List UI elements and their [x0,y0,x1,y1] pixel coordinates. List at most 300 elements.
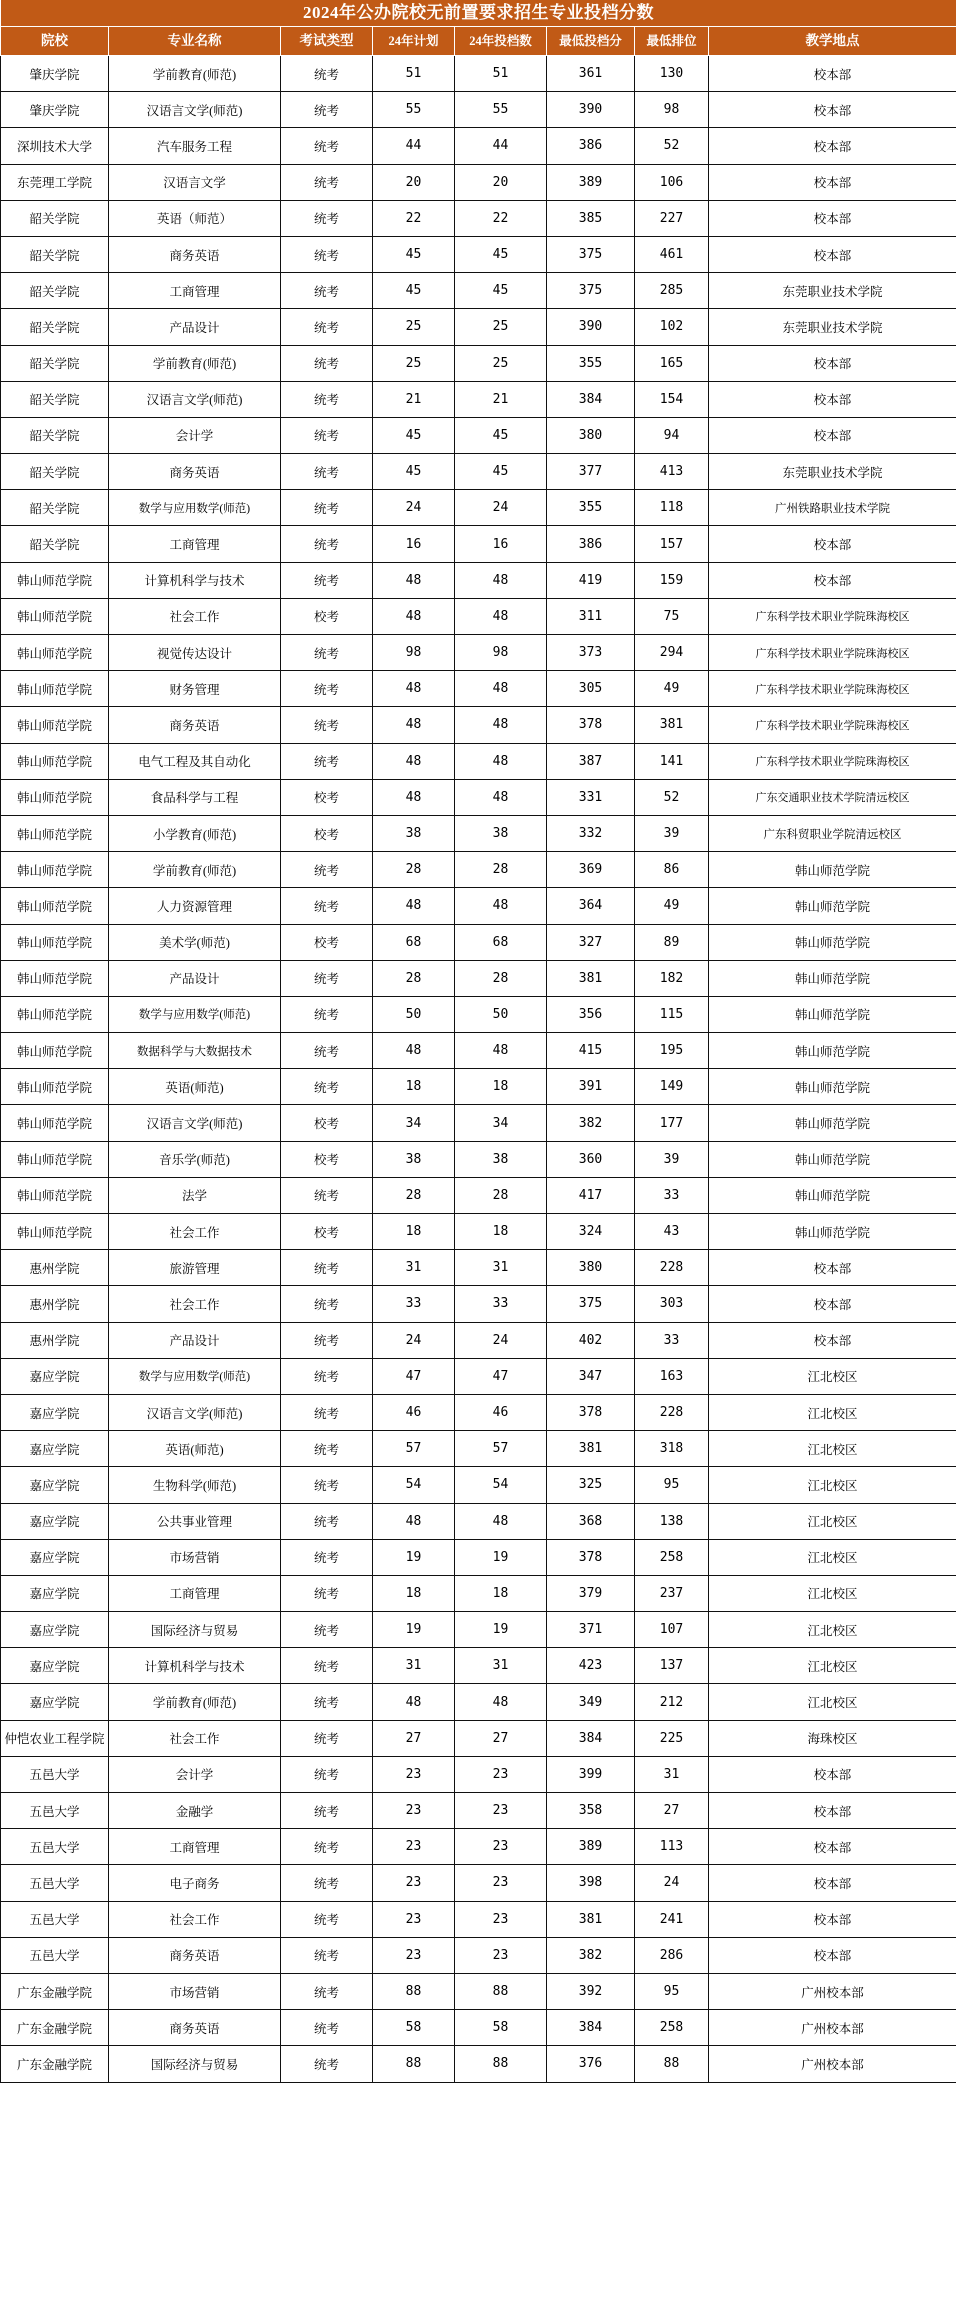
table-row[interactable] [1,1214,956,1250]
table-row[interactable] [1,960,956,996]
cell-admitted-2024: 55 [455,92,547,128]
cell-min-rank: 159 [635,562,709,598]
cell-min-score: 384 [547,381,635,417]
cell-exam-type: 统考 [281,1394,373,1430]
cell-min-rank: 149 [635,1069,709,1105]
cell-min-score: 385 [547,200,635,236]
cell-min-rank: 49 [635,888,709,924]
cell-plan-2024: 44 [373,128,455,164]
cell-min-rank: 52 [635,779,709,815]
cell-major: 工商管理 [109,273,281,309]
cell-school: 韶关学院 [1,309,109,345]
cell-school: 五邑大学 [1,1937,109,1973]
table-row[interactable] [1,1467,956,1503]
table-row[interactable] [1,200,956,236]
cell-campus: 广东科贸职业学院清远校区 [709,815,956,851]
cell-campus: 广州铁路职业技术学院 [709,490,956,526]
cell-admitted-2024: 57 [455,1431,547,1467]
cell-admitted-2024: 48 [455,562,547,598]
cell-plan-2024: 28 [373,960,455,996]
table-row[interactable] [1,490,956,526]
table-row[interactable] [1,273,956,309]
cell-min-score: 378 [547,707,635,743]
cell-min-rank: 27 [635,1793,709,1829]
cell-school: 韶关学院 [1,345,109,381]
cell-school: 肇庆学院 [1,56,109,92]
cell-plan-2024: 23 [373,1756,455,1792]
cell-min-rank: 95 [635,1467,709,1503]
cell-min-score: 415 [547,1033,635,1069]
cell-campus: 韩山师范学院 [709,1141,956,1177]
table-row[interactable] [1,309,956,345]
cell-min-rank: 294 [635,635,709,671]
cell-min-score: 377 [547,454,635,490]
cell-admitted-2024: 45 [455,236,547,272]
table-row[interactable] [1,562,956,598]
cell-admitted-2024: 18 [455,1069,547,1105]
cell-admitted-2024: 28 [455,1177,547,1213]
cell-exam-type: 校考 [281,1141,373,1177]
cell-plan-2024: 48 [373,562,455,598]
cell-exam-type: 统考 [281,1684,373,1720]
cell-campus: 韩山师范学院 [709,888,956,924]
table-row[interactable] [1,417,956,453]
cell-major: 产品设计 [109,309,281,345]
cell-major: 工商管理 [109,1829,281,1865]
table-row[interactable] [1,1901,956,1937]
cell-major: 学前教育(师范) [109,1684,281,1720]
cell-school: 韶关学院 [1,273,109,309]
cell-min-rank: 89 [635,924,709,960]
cell-min-rank: 107 [635,1612,709,1648]
cell-campus: 校本部 [709,1865,956,1901]
cell-plan-2024: 19 [373,1539,455,1575]
cell-campus: 校本部 [709,200,956,236]
cell-min-score: 358 [547,1793,635,1829]
cell-school: 嘉应学院 [1,1394,109,1430]
cell-campus: 校本部 [709,417,956,453]
cell-major: 旅游管理 [109,1250,281,1286]
cell-campus: 东莞职业技术学院 [709,309,956,345]
cell-campus: 韩山师范学院 [709,960,956,996]
cell-major: 国际经济与贸易 [109,1612,281,1648]
cell-min-rank: 228 [635,1250,709,1286]
cell-campus: 东莞职业技术学院 [709,273,956,309]
cell-school: 韩山师范学院 [1,1033,109,1069]
cell-major: 汉语言文学(师范) [109,1105,281,1141]
cell-major: 美术学(师范) [109,924,281,960]
cell-exam-type: 统考 [281,1612,373,1648]
cell-exam-type: 统考 [281,490,373,526]
cell-school: 东莞理工学院 [1,164,109,200]
cell-exam-type: 校考 [281,1214,373,1250]
cell-min-score: 379 [547,1575,635,1611]
cell-major: 公共事业管理 [109,1503,281,1539]
cell-campus: 校本部 [709,1756,956,1792]
cell-exam-type: 统考 [281,236,373,272]
table-row[interactable] [1,1033,956,1069]
cell-school: 惠州学院 [1,1322,109,1358]
cell-plan-2024: 23 [373,1829,455,1865]
cell-school: 嘉应学院 [1,1503,109,1539]
table-row[interactable] [1,1358,956,1394]
column-header-admitted-2024[interactable]: 24年投档数 [455,27,547,56]
cell-plan-2024: 48 [373,743,455,779]
cell-major: 社会工作 [109,598,281,634]
cell-min-rank: 227 [635,200,709,236]
table-row[interactable] [1,1286,956,1322]
table-row[interactable] [1,1394,956,1430]
cell-min-score: 423 [547,1648,635,1684]
cell-exam-type: 统考 [281,743,373,779]
cell-school: 五邑大学 [1,1756,109,1792]
cell-admitted-2024: 68 [455,924,547,960]
cell-school: 韩山师范学院 [1,743,109,779]
cell-min-rank: 154 [635,381,709,417]
cell-min-score: 355 [547,490,635,526]
table-row[interactable] [1,1069,956,1105]
cell-exam-type: 统考 [281,381,373,417]
cell-plan-2024: 27 [373,1720,455,1756]
cell-min-rank: 88 [635,2046,709,2082]
cell-min-rank: 33 [635,1322,709,1358]
cell-exam-type: 统考 [281,164,373,200]
cell-admitted-2024: 23 [455,1901,547,1937]
cell-campus: 江北校区 [709,1467,956,1503]
cell-campus: 江北校区 [709,1539,956,1575]
cell-school: 五邑大学 [1,1865,109,1901]
cell-major: 社会工作 [109,1720,281,1756]
cell-min-rank: 106 [635,164,709,200]
cell-exam-type: 统考 [281,309,373,345]
cell-min-score: 375 [547,236,635,272]
cell-min-score: 390 [547,309,635,345]
cell-major: 金融学 [109,1793,281,1829]
cell-school: 韩山师范学院 [1,924,109,960]
cell-school: 嘉应学院 [1,1684,109,1720]
cell-exam-type: 统考 [281,960,373,996]
cell-plan-2024: 48 [373,888,455,924]
cell-min-score: 324 [547,1214,635,1250]
cell-major: 汉语言文学(师范) [109,92,281,128]
cell-admitted-2024: 25 [455,309,547,345]
cell-min-score: 331 [547,779,635,815]
table-row[interactable] [1,128,956,164]
cell-campus: 韩山师范学院 [709,852,956,888]
cell-major: 学前教育(师范) [109,852,281,888]
cell-min-score: 389 [547,1829,635,1865]
table-row[interactable] [1,598,956,634]
cell-school: 韶关学院 [1,200,109,236]
cell-admitted-2024: 16 [455,526,547,562]
cell-admitted-2024: 48 [455,743,547,779]
cell-plan-2024: 25 [373,309,455,345]
cell-exam-type: 统考 [281,1033,373,1069]
cell-plan-2024: 24 [373,490,455,526]
table-row[interactable] [1,1973,956,2009]
cell-admitted-2024: 33 [455,1286,547,1322]
cell-min-rank: 461 [635,236,709,272]
cell-min-score: 392 [547,1973,635,2009]
cell-min-rank: 95 [635,1973,709,2009]
cell-min-rank: 241 [635,1901,709,1937]
cell-admitted-2024: 23 [455,1793,547,1829]
table-row[interactable] [1,1937,956,1973]
cell-campus: 校本部 [709,1286,956,1322]
table-row[interactable] [1,1105,956,1141]
column-header-campus[interactable]: 教学地点 [709,27,956,56]
cell-major: 学前教育(师范) [109,56,281,92]
cell-exam-type: 统考 [281,1575,373,1611]
cell-min-rank: 228 [635,1394,709,1430]
table-row[interactable] [1,1250,956,1286]
cell-major: 英语(师范) [109,1431,281,1467]
table-row[interactable] [1,779,956,815]
cell-min-score: 419 [547,562,635,598]
cell-min-rank: 33 [635,1177,709,1213]
cell-min-rank: 115 [635,996,709,1032]
cell-campus: 校本部 [709,56,956,92]
table-row[interactable] [1,56,956,92]
cell-min-rank: 165 [635,345,709,381]
cell-exam-type: 统考 [281,996,373,1032]
cell-exam-type: 统考 [281,2046,373,2082]
cell-exam-type: 统考 [281,1973,373,2009]
column-header-major[interactable]: 专业名称 [109,27,281,56]
cell-campus: 江北校区 [709,1684,956,1720]
cell-campus: 东莞职业技术学院 [709,454,956,490]
cell-campus: 韩山师范学院 [709,1105,956,1141]
table-row[interactable] [1,1322,956,1358]
column-header-min-score[interactable]: 最低投档分 [547,27,635,56]
cell-exam-type: 统考 [281,92,373,128]
cell-plan-2024: 88 [373,1973,455,2009]
cell-admitted-2024: 24 [455,490,547,526]
cell-admitted-2024: 48 [455,598,547,634]
column-header-exam-type[interactable]: 考试类型 [281,27,373,56]
cell-exam-type: 统考 [281,1431,373,1467]
cell-exam-type: 统考 [281,1250,373,1286]
cell-min-score: 368 [547,1503,635,1539]
cell-plan-2024: 28 [373,1177,455,1213]
table-row[interactable] [1,1431,956,1467]
table-row[interactable] [1,1829,956,1865]
cell-min-rank: 31 [635,1756,709,1792]
cell-admitted-2024: 23 [455,1865,547,1901]
cell-exam-type: 统考 [281,888,373,924]
cell-min-score: 382 [547,1937,635,1973]
table-row[interactable] [1,888,956,924]
cell-campus: 韩山师范学院 [709,1214,956,1250]
cell-admitted-2024: 58 [455,2010,547,2046]
cell-major: 工商管理 [109,526,281,562]
cell-admitted-2024: 20 [455,164,547,200]
cell-admitted-2024: 48 [455,671,547,707]
table-row[interactable] [1,996,956,1032]
cell-campus: 校本部 [709,1901,956,1937]
table-row[interactable] [1,1648,956,1684]
cell-min-score: 360 [547,1141,635,1177]
cell-min-rank: 318 [635,1431,709,1467]
cell-plan-2024: 58 [373,2010,455,2046]
table-row[interactable] [1,815,956,851]
cell-min-rank: 137 [635,1648,709,1684]
cell-min-score: 349 [547,1684,635,1720]
cell-min-rank: 75 [635,598,709,634]
table-row[interactable] [1,1756,956,1792]
cell-campus: 江北校区 [709,1575,956,1611]
table-row[interactable] [1,1141,956,1177]
cell-plan-2024: 19 [373,1612,455,1648]
table-row[interactable] [1,1612,956,1648]
cell-plan-2024: 20 [373,164,455,200]
cell-admitted-2024: 18 [455,1575,547,1611]
cell-min-score: 361 [547,56,635,92]
cell-school: 韶关学院 [1,490,109,526]
cell-plan-2024: 33 [373,1286,455,1322]
table-row[interactable] [1,2010,956,2046]
table-row[interactable] [1,707,956,743]
table-row[interactable] [1,635,956,671]
cell-major: 商务英语 [109,1937,281,1973]
cell-campus: 广东科学技术职业学院珠海校区 [709,743,956,779]
cell-min-score: 384 [547,1720,635,1756]
column-header-min-rank[interactable]: 最低排位 [635,27,709,56]
cell-exam-type: 统考 [281,852,373,888]
cell-min-score: 381 [547,960,635,996]
cell-plan-2024: 16 [373,526,455,562]
table-row[interactable] [1,924,956,960]
table-row[interactable] [1,236,956,272]
cell-campus: 校本部 [709,1793,956,1829]
cell-plan-2024: 88 [373,2046,455,2082]
cell-campus: 校本部 [709,1937,956,1973]
cell-school: 韩山师范学院 [1,960,109,996]
table-row[interactable] [1,1177,956,1213]
cell-campus: 江北校区 [709,1358,956,1394]
cell-school: 五邑大学 [1,1793,109,1829]
cell-exam-type: 统考 [281,56,373,92]
cell-exam-type: 统考 [281,1322,373,1358]
cell-exam-type: 统考 [281,128,373,164]
cell-school: 韩山师范学院 [1,598,109,634]
cell-school: 五邑大学 [1,1829,109,1865]
cell-exam-type: 统考 [281,1937,373,1973]
table-row[interactable] [1,1503,956,1539]
cell-min-score: 325 [547,1467,635,1503]
cell-min-rank: 24 [635,1865,709,1901]
cell-plan-2024: 48 [373,1033,455,1069]
table-row[interactable] [1,1865,956,1901]
cell-exam-type: 统考 [281,635,373,671]
cell-exam-type: 统考 [281,1829,373,1865]
cell-exam-type: 统考 [281,345,373,381]
cell-school: 韩山师范学院 [1,852,109,888]
cell-plan-2024: 51 [373,56,455,92]
table-row[interactable] [1,1793,956,1829]
cell-major: 工商管理 [109,1575,281,1611]
cell-campus: 校本部 [709,381,956,417]
table-row[interactable] [1,1684,956,1720]
cell-min-rank: 118 [635,490,709,526]
table-row[interactable] [1,345,956,381]
cell-min-rank: 182 [635,960,709,996]
cell-campus: 校本部 [709,236,956,272]
cell-min-rank: 381 [635,707,709,743]
table-row[interactable] [1,2046,956,2082]
cell-exam-type: 统考 [281,1793,373,1829]
cell-major: 国际经济与贸易 [109,2046,281,2082]
cell-major: 财务管理 [109,671,281,707]
cell-exam-type: 校考 [281,815,373,851]
cell-min-rank: 177 [635,1105,709,1141]
cell-major: 英语（师范） [109,200,281,236]
cell-admitted-2024: 23 [455,1937,547,1973]
cell-min-rank: 113 [635,1829,709,1865]
cell-school: 广东金融学院 [1,2046,109,2082]
table-row[interactable] [1,1575,956,1611]
table-row[interactable] [1,526,956,562]
cell-plan-2024: 28 [373,852,455,888]
table-row[interactable] [1,1539,956,1575]
table-row[interactable] [1,92,956,128]
cell-plan-2024: 45 [373,273,455,309]
cell-major: 法学 [109,1177,281,1213]
cell-campus: 校本部 [709,562,956,598]
cell-admitted-2024: 45 [455,273,547,309]
cell-min-score: 327 [547,924,635,960]
cell-campus: 海珠校区 [709,1720,956,1756]
table-row[interactable] [1,671,956,707]
cell-school: 韶关学院 [1,454,109,490]
table-row[interactable] [1,381,956,417]
cell-min-rank: 195 [635,1033,709,1069]
table-row[interactable] [1,1720,956,1756]
column-header-plan-2024[interactable]: 24年计划 [373,27,455,56]
cell-school: 韶关学院 [1,526,109,562]
cell-min-rank: 285 [635,273,709,309]
cell-admitted-2024: 28 [455,852,547,888]
cell-major: 数学与应用数学(师范) [109,1358,281,1394]
table-row[interactable] [1,164,956,200]
table-row[interactable] [1,743,956,779]
cell-admitted-2024: 25 [455,345,547,381]
cell-exam-type: 统考 [281,1720,373,1756]
cell-major: 食品科学与工程 [109,779,281,815]
cell-min-score: 387 [547,743,635,779]
cell-plan-2024: 54 [373,1467,455,1503]
cell-min-score: 417 [547,1177,635,1213]
cell-plan-2024: 68 [373,924,455,960]
cell-admitted-2024: 98 [455,635,547,671]
table-row[interactable] [1,454,956,490]
cell-min-score: 375 [547,1286,635,1322]
cell-admitted-2024: 28 [455,960,547,996]
cell-admitted-2024: 38 [455,815,547,851]
cell-admitted-2024: 45 [455,454,547,490]
cell-plan-2024: 46 [373,1394,455,1430]
cell-major: 数学与应用数学(师范) [109,996,281,1032]
cell-min-rank: 141 [635,743,709,779]
cell-campus: 校本部 [709,164,956,200]
table-row[interactable] [1,852,956,888]
cell-major: 商务英语 [109,707,281,743]
cell-campus: 广东科学技术职业学院珠海校区 [709,707,956,743]
column-header-school[interactable]: 院校 [1,27,109,56]
cell-plan-2024: 18 [373,1214,455,1250]
cell-campus: 广州校本部 [709,1973,956,2009]
cell-major: 商务英语 [109,2010,281,2046]
